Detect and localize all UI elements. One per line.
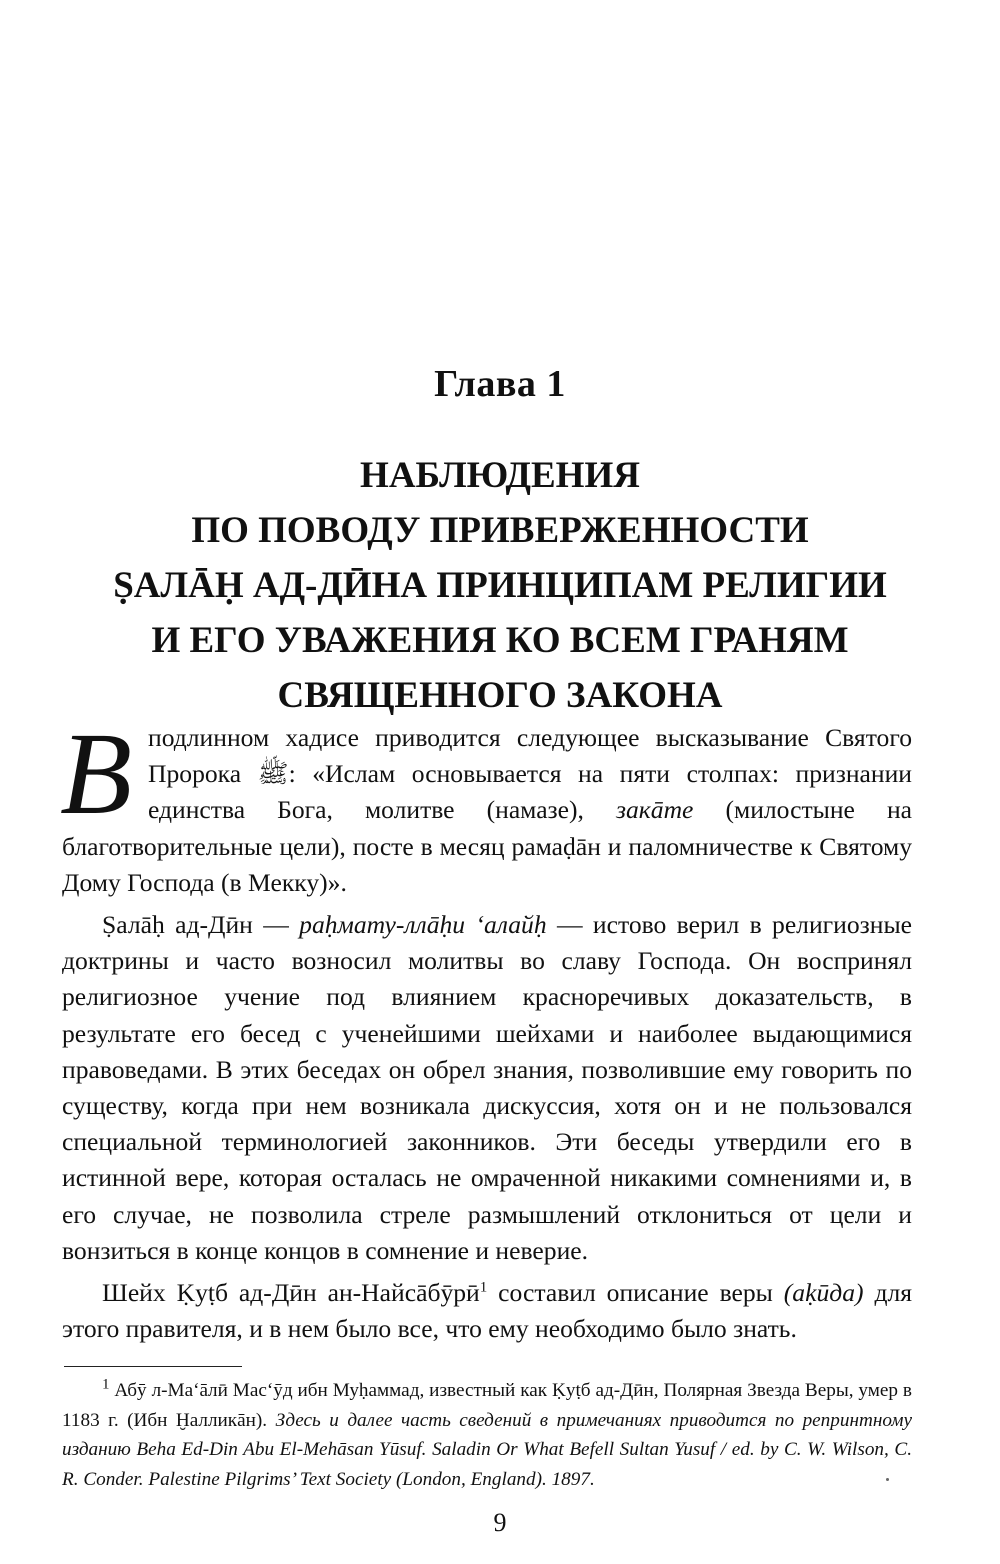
paragraph-1-text-a: подлинном хадисе приводится следующее высказывание Святого Пророка ﷺ: «Ислам основывается на пяти столпах: признании единства Бога, молитве (намазе),	[148, 723, 912, 825]
paragraph-3	[62, 1275, 912, 1347]
footnote-marker: 1	[102, 1376, 110, 1393]
paragraph-3-italic-term: (аḳӣда)	[783, 1278, 864, 1308]
footnote-body	[62, 1376, 912, 1494]
paragraph-2-italic-phrase: раḥмату-ллāḥи ‘алайḥ	[299, 910, 547, 940]
drop-cap: В	[60, 708, 133, 839]
page-number: 9	[493, 1508, 507, 1537]
chapter-title-line-4: И ЕГО УВАЖЕНИЯ КО ВСЕМ ГРАНЯМ	[151, 620, 849, 661]
body-text	[60, 708, 913, 1347]
paragraph-3-text-a: Шейх Ḳуṭб ад-Дӣн ан-Найсāбӯрӣ	[102, 1278, 480, 1308]
footnote-reference[interactable]: 1	[479, 1279, 488, 1296]
paragraph-1	[60, 708, 913, 901]
chapter-title-line-1: НАБЛЮДЕНИЯ	[360, 455, 640, 496]
paragraph-2	[62, 907, 912, 1269]
paragraph-1-text-b: (милостыне на благотворительные цели), посте в месяц рамаḍāн и паломничестве к Святому Дому Господа (в Мекку)».	[62, 795, 913, 897]
paragraph-2-text-b: — истово верил в религиозные доктрины и часто возносил молитвы во славу Господа. Он воспринял религиозное учение под влиянием красноречивых доказательств, в результате его бесед с ученейшими шейхами и наиболее выдающимися правоведами. В этих беседах он обрел знания, позволившие ему говорить по существу, когда при нем возникала дискуссия, хотя он и не пользовался специальной терминологией законников. Эти беседы утвердили его в истинной вере, которая осталась не омраченной никакими сомнениями и, в его случае, не позволила стреле размышлений отклониться от цели и вонзиться в конце концов в сомнение и неверие.	[62, 910, 912, 1265]
paragraph-3-text-c: для этого правителя, и в нем было все, что ему необходимо было знать.	[62, 1278, 913, 1344]
paragraph-3-text-b: составил описание веры	[487, 1278, 784, 1308]
chapter-title-line-5: СВЯЩЕННОГО ЗАКОНА	[277, 675, 723, 716]
print-speck	[886, 1478, 889, 1481]
paragraph-2-text-a: Ṣалāḥ ад-Дӣн —	[102, 910, 300, 940]
paragraph-1-italic-term: закāте	[616, 795, 694, 825]
footnote-divider	[64, 1366, 242, 1367]
footnote-text: Абӯ л-Ма‘āлӣ Мас‘ӯд ибн Муḥаммад, известный как Ḳуṭб ад-Дӣн, Полярная Звезда Веры, умер в 1183 г. (Ибн Ḫалликāн).	[62, 1380, 912, 1431]
chapter-title-line-2: ПО ПОВОДУ ПРИВЕРЖЕННОСТИ	[191, 510, 809, 551]
chapter-title	[60, 448, 940, 723]
chapter-title-line-3: ṢАЛĀḤ АД-ДӢНА ПРИНЦИПАМ РЕЛИГИИ	[113, 565, 887, 606]
chapter-label: Глава 1	[434, 363, 566, 405]
footnote	[62, 1376, 912, 1494]
footnote-italic-text: Здесь и далее часть сведений в примечаниях приводится по репринтному изданию Beha Ed-Din Abu El-Mehāsan Yūsuf. Saladin Or What Befell Sultan Yusuf / ed. by C. W. Wilson, C. R. Conder. Palestine Pilgrims’ Text Society (London, England). 1897.	[62, 1409, 912, 1490]
